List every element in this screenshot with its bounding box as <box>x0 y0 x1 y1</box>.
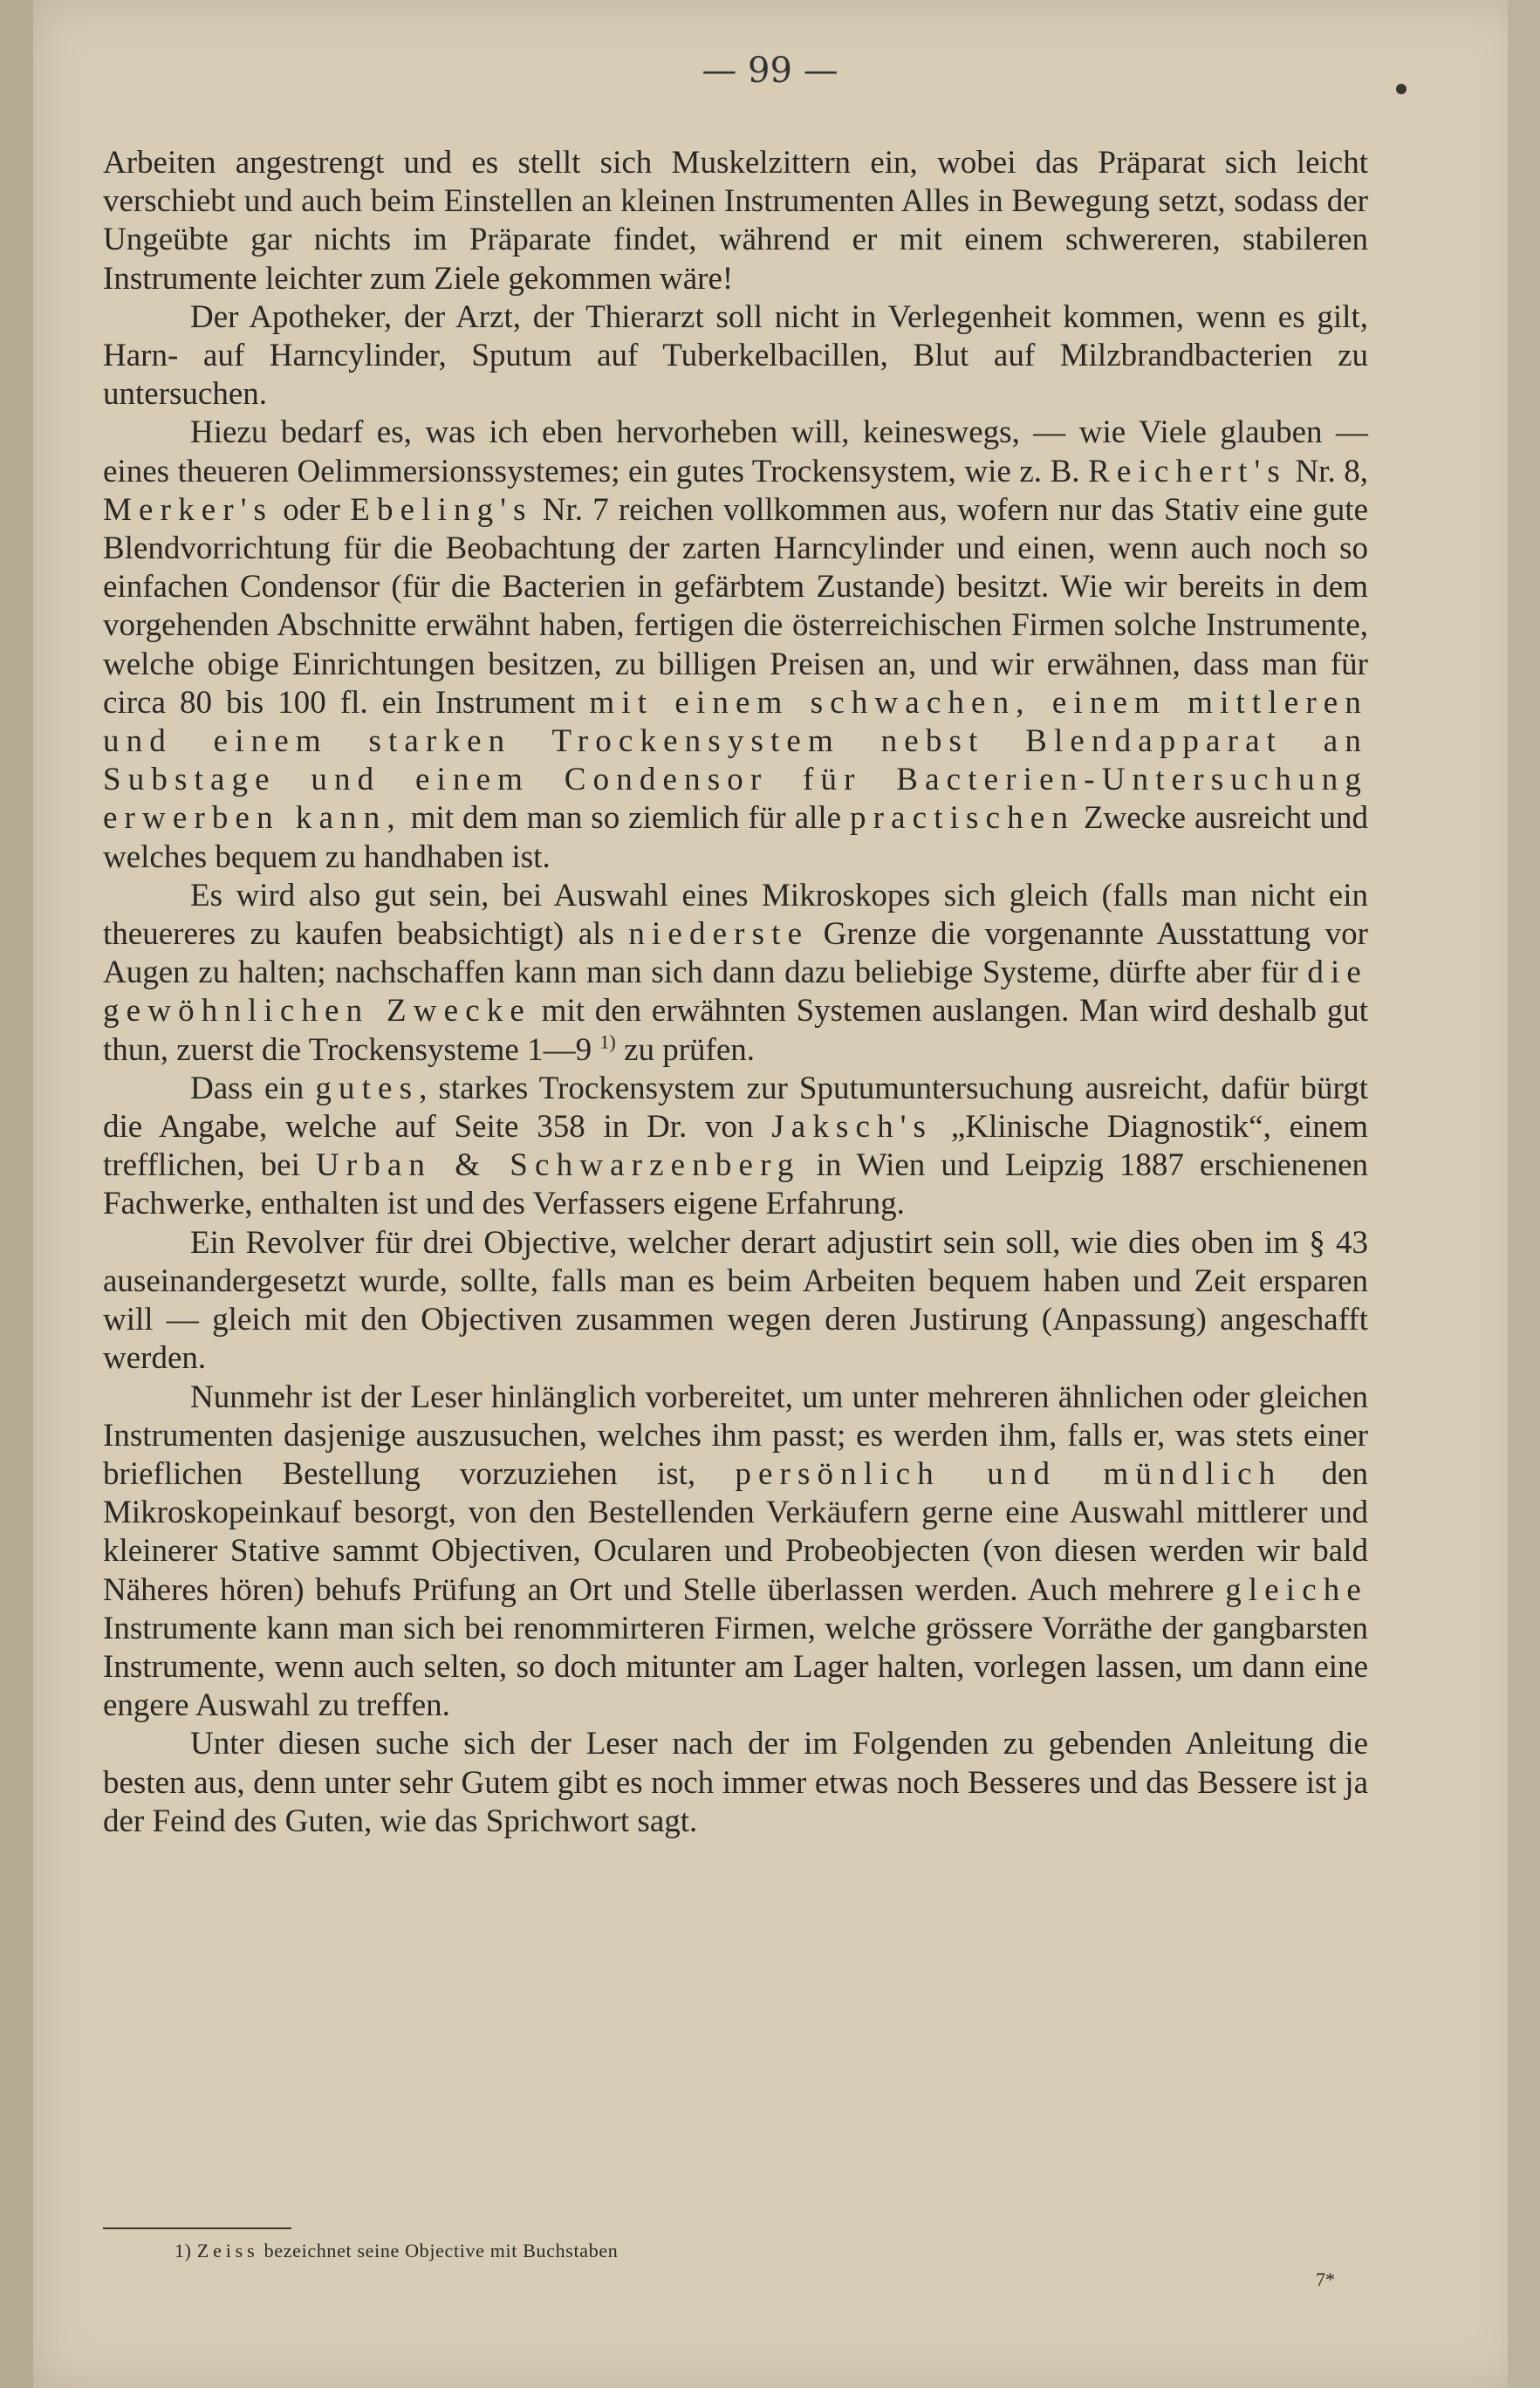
paragraph <box>103 1725 1368 1841</box>
text-run: Instrumente kann man sich bei renommirteren Firmen, welche grössere Vorräthe der gangbarsten Instrumente, wenn auch selten, so doch mitunter am Lager halten, vorlegen lassen, um dann eine engere Auswahl zu treffen. <box>103 1610 1368 1724</box>
paragraph <box>103 877 1368 1070</box>
paragraph <box>103 298 1368 414</box>
text-run: Der Apotheker, der Arzt, der Thierarzt soll nicht in Verlegenheit kommen, wenn es gilt, Harn- auf Harncylinder, Sputum auf Tuberkelbacillen, Blut auf Milzbrandbacterien zu untersuchen. <box>103 298 1368 413</box>
text-run: den Mikroskopeinkauf besorgt, von den Bestellenden Verkäufern gerne eine Auswahl mittlerer und kleinerer Stative sammt Objectiven, Ocularen und Probeobjecten (von diesen werden wir bald Näheres hören) behufs Prüfung an Ort und Stelle überlassen werden. Auch mehrere <box>103 1455 1369 1608</box>
text-run: Arbeiten angestrengt und es stellt sich Muskelzittern ein, wobei das Präparat sich leicht verschiebt und auch beim Einstellen an kleinen Instrumenten Alles in Bewegung setzt, sodass der Ungeübte gar nichts im Präparate findet, während er mit einem schwereren, stabileren Instrumente leichter zum Ziele gekommen wäre! <box>103 145 1368 297</box>
text-run: Es wird also gut sein, bei Auswahl eines Mikroskopes sich gleich (falls man nicht ein theuereres zu kaufen beabsichtigt) als <box>103 877 1368 953</box>
footnote-name: Zeiss <box>196 2240 259 2261</box>
text-run: Grenze die vorgenannte Ausstattung vor Augen zu halten; nachschaffen kann man sich dann dazu beliebige Systeme, dürfte aber für <box>103 916 1368 991</box>
text-run: in Wien und Leipzig 1887 erschienenen Fachwerke, enthalten ist und des Verfassers eigene Erfahrung. <box>103 1147 1368 1222</box>
footnote <box>175 2240 618 2262</box>
paragraph <box>103 144 1368 298</box>
text-run: Ein Revolver für drei Objective, welcher derart adjustirt sein soll, wie dies oben im § 43 auseinandergesetzt wurde, sollte, falls man es beim Arbeiten bequem haben und Zeit ersparen will — gleich mit den Objectiven zusammen wegen deren Justirung (Anpassung) angeschafft werden. <box>103 1224 1368 1377</box>
paragraph <box>103 1379 1368 1726</box>
body-text <box>103 144 1368 1841</box>
text-run: mit dem man so ziemlich für alle <box>401 800 850 837</box>
footnote-ref: 1) <box>599 1030 616 1053</box>
spaced-text: persönlich und mündlich <box>735 1455 1283 1492</box>
spaced-text: niederste <box>628 916 810 953</box>
text-run: „Klinische Diagnostik“, einem trefflichen, bei <box>103 1109 1369 1184</box>
page-number: — 99 — <box>702 51 838 91</box>
spaced-text: Ebeling's <box>350 491 533 528</box>
text-run: Nr. 8, <box>1286 453 1368 489</box>
text-run: Hiezu bedarf es, was ich eben hervorheben will, keineswegs, — wie Viele glauben — eines theueren Oelimmersionssystemes; ein gutes Trockensystem, wie z. B. <box>103 414 1368 489</box>
footnote-rule <box>103 2227 291 2229</box>
paragraph <box>103 414 1368 876</box>
spaced-text: die gewöhnlichen Zwecke <box>103 955 1368 1030</box>
page-edge <box>1508 0 1540 2388</box>
spaced-text: Jaksch's <box>771 1109 934 1146</box>
spaced-text: Merker's <box>103 491 274 528</box>
text-run: Nr. 7 reichen vollkommen aus, wofern nur das Stativ eine gute Blendvorrichtung für die Beobachtung der zarten Harncylinder und einen, wenn auch noch so einfachen Condensor (für die Bacterien in gefärbtem Zustande) besitzt. Wie wir bereits in dem vorgehenden Abschnitte erwähnt haben, fertigen die österreichischen Firmen solche Instrumente, welche obige Einrichtungen besitzen, zu billigen Preisen an, und wir erwähnen, dass man für circa 80 bis 100 fl. ein Instrument <box>103 491 1368 721</box>
text-run: oder <box>273 491 351 528</box>
spaced-text: Urban & Schwarzenberg <box>315 1147 801 1184</box>
paragraph <box>103 1224 1368 1379</box>
text-run: zu prüfen. <box>615 1031 756 1068</box>
spaced-text: practischen <box>849 800 1075 837</box>
spaced-text: gleiche <box>1225 1571 1368 1608</box>
text-run: Dass ein <box>190 1070 316 1106</box>
text-run: Zwecke ausreicht und welches bequem zu handhaben ist. <box>103 800 1369 875</box>
text-run: , starkes Trockensystem zur Sputumuntersuchung ausreicht, dafür bürgt die Angabe, welche auf Seite 358 in Dr. von <box>103 1070 1368 1146</box>
text-run: Nunmehr ist der Leser hinlänglich vorbereitet, um unter mehreren ähnlichen oder gleichen Instrumenten dasjenige auszusuchen, welches ihm passt; es werden ihm, falls er, was stets einer brieflichen Bestellung vorzuziehen ist, <box>103 1379 1368 1492</box>
spaced-text: Reichert's <box>1088 453 1287 489</box>
signature-mark: 7* <box>1316 2268 1335 2290</box>
paragraph <box>103 1070 1368 1224</box>
spaced-text: gutes <box>315 1070 420 1106</box>
text-run: Unter diesen suche sich der Leser nach der im Folgenden zu gebenden Anleitung die besten aus, denn unter sehr Gutem gibt es noch immer etwas noch Besseres und das Bessere ist ja der Feind des Guten, wie das Sprichwort sagt. <box>103 1726 1368 1839</box>
spaced-text: mit einem schwachen, einem mittleren und einem starken Trockensystem nebst Blendapparat an Substage und einem Condensor für Bacterien-Untersuchung erwerben kann, <box>103 684 1369 837</box>
footnote-marker: 1) <box>175 2240 192 2261</box>
footnote-text: bezeichnet seine Objective mit Buchstaben <box>264 2240 619 2261</box>
text-run: mit den erwähnten Systemen auslangen. Man wird deshalb gut thun, zuerst die Trockensysteme 1—9 <box>103 993 1369 1068</box>
